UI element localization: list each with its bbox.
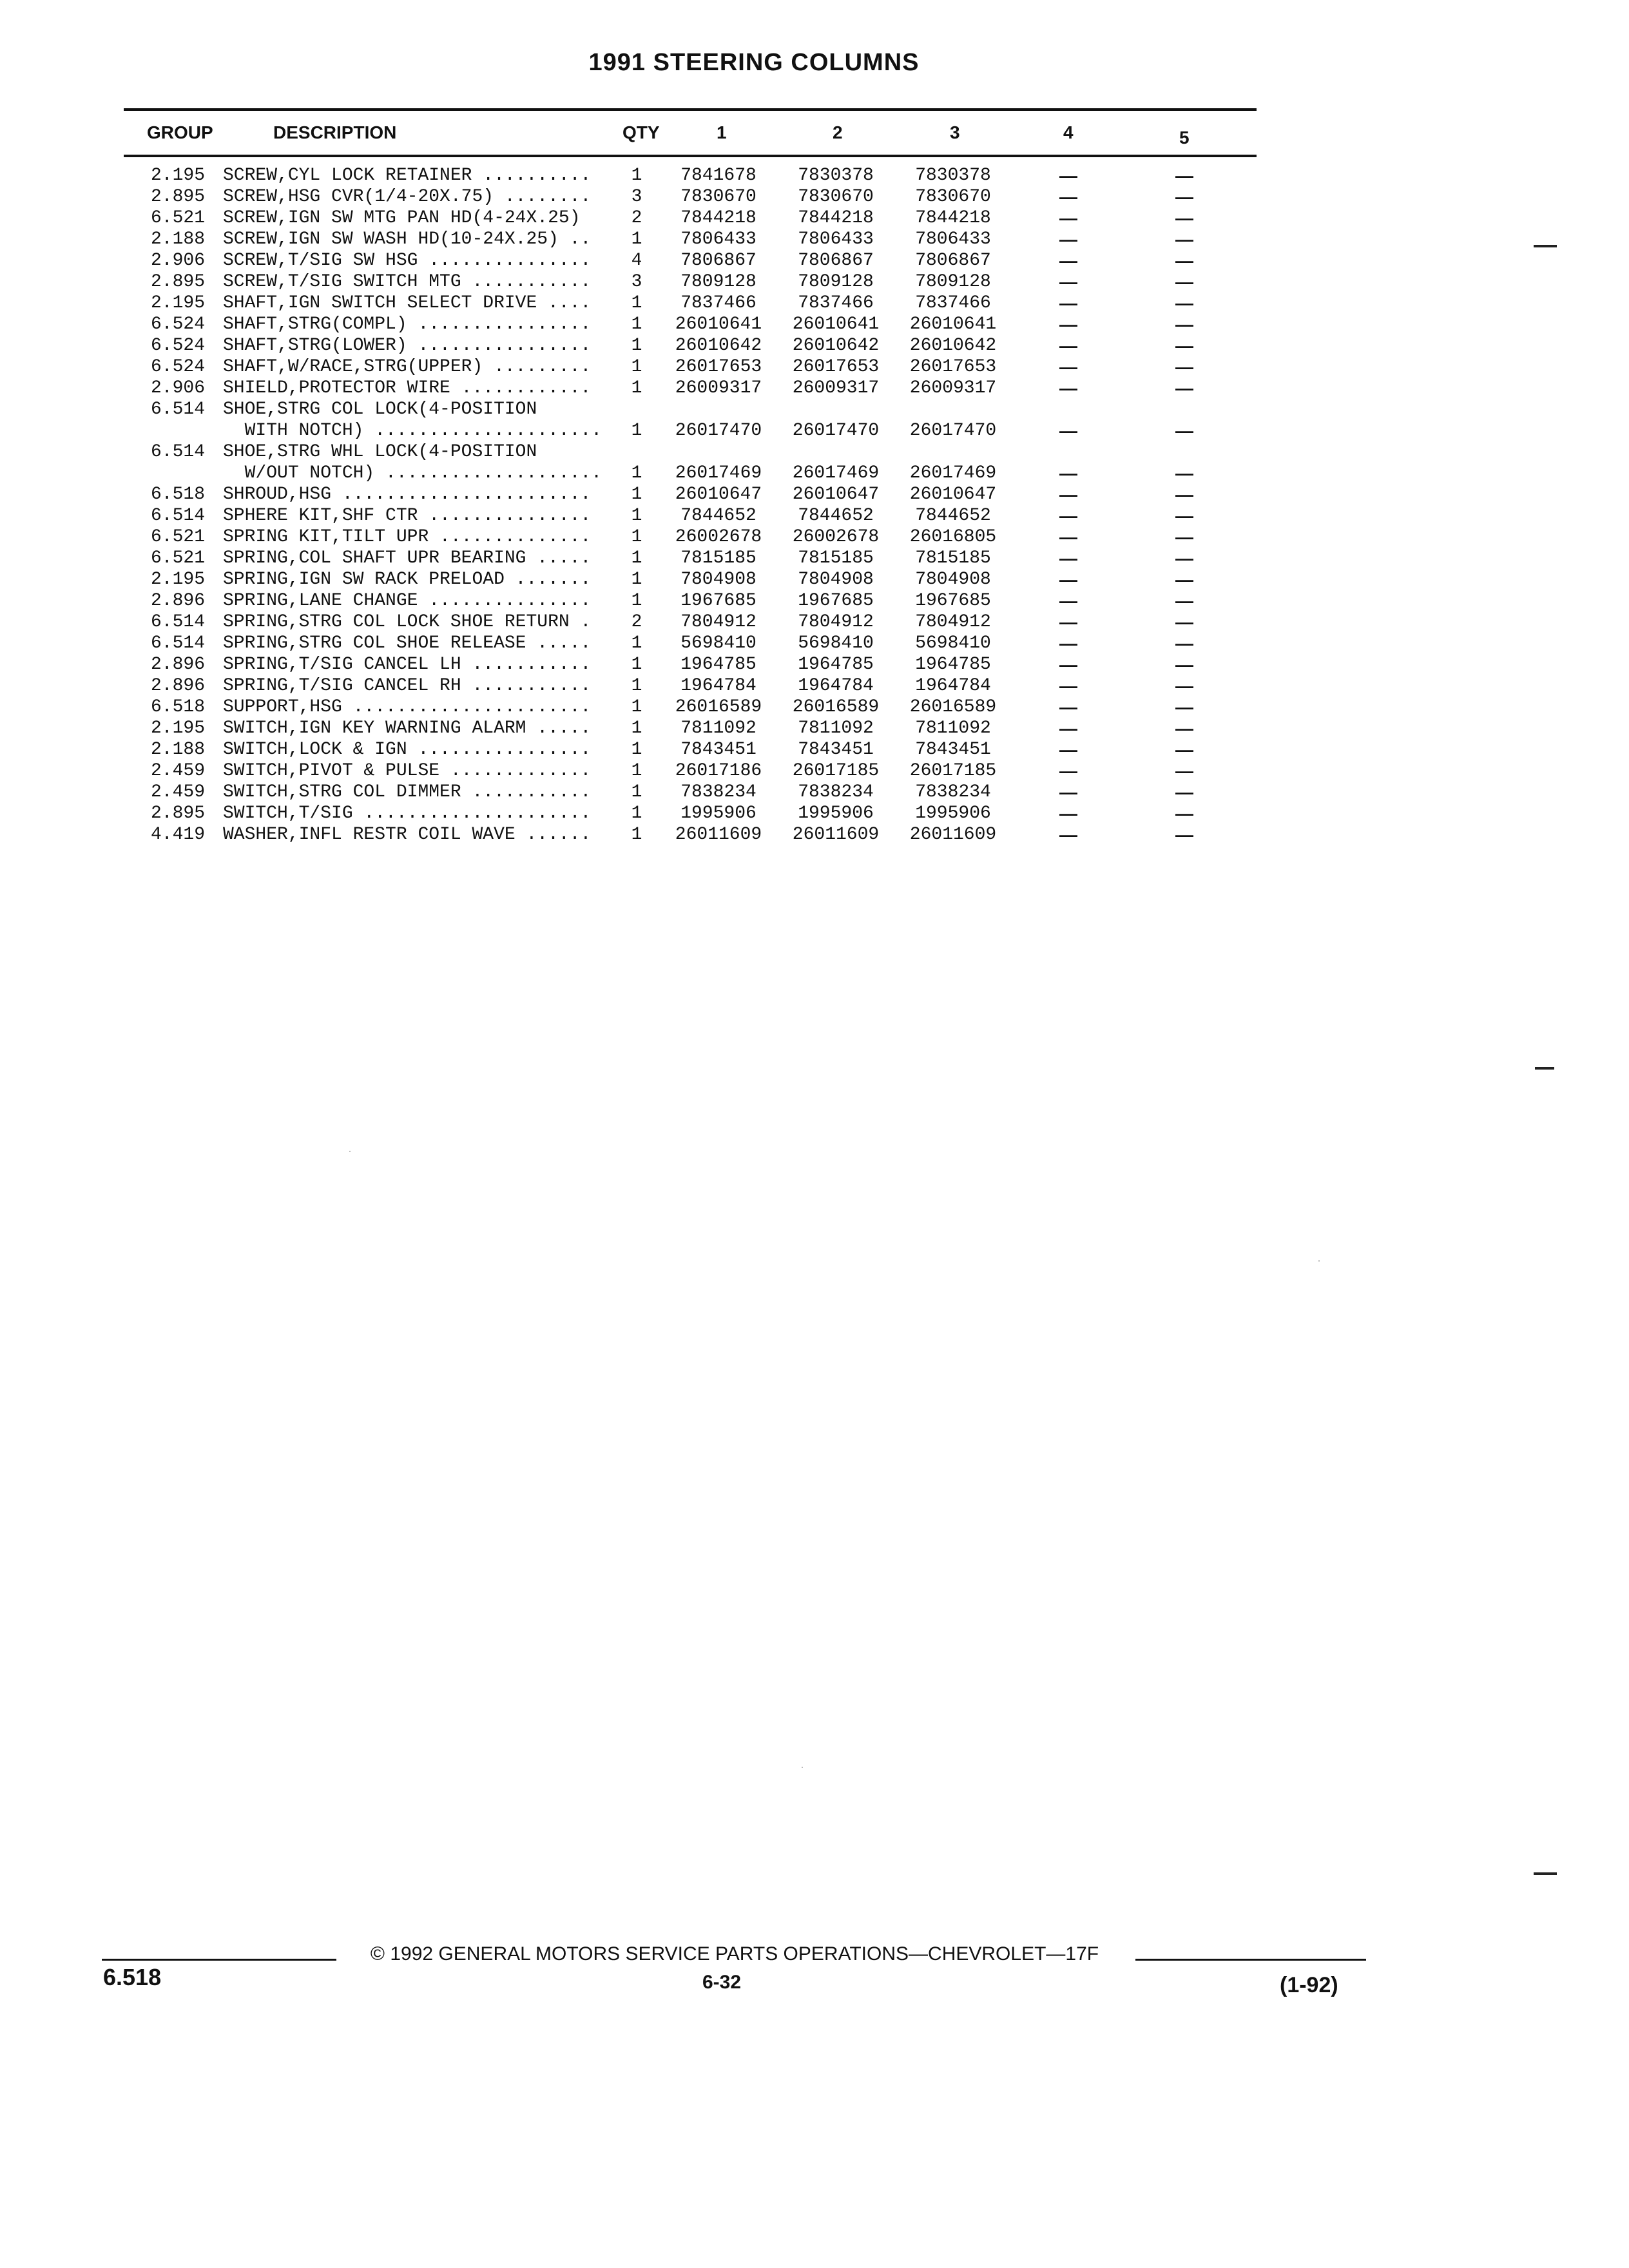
table-row [0, 378, 1629, 399]
row-description: SWITCH,T/SIG ..................... [223, 803, 592, 823]
row-part-5: — [1175, 421, 1193, 441]
row-qty: 2 [631, 612, 642, 632]
row-group: 6.521 [150, 208, 205, 228]
row-part-3: 26011609 [909, 825, 997, 845]
row-part-2: 7844652 [798, 506, 874, 526]
row-qty: 1 [631, 570, 642, 590]
row-qty: 1 [631, 314, 642, 334]
row-part-2: 7843451 [798, 740, 874, 760]
row-part-4: — [1059, 251, 1077, 271]
row-description: SPRING,COL SHAFT UPR BEARING ..... [223, 548, 592, 568]
row-qty: 1 [631, 527, 642, 547]
row-part-3: 7811092 [915, 718, 991, 738]
row-part-4: — [1059, 803, 1077, 823]
row-part-2: 1995906 [798, 803, 874, 823]
row-group: 2.896 [150, 676, 205, 696]
row-description: SHAFT,IGN SWITCH SELECT DRIVE .... [223, 293, 592, 313]
row-part-1: 7841678 [680, 166, 757, 186]
row-description: SPRING KIT,TILT UPR .............. [223, 527, 592, 547]
row-part-1: 7809128 [680, 272, 757, 292]
row-part-3: 26017653 [909, 357, 997, 377]
row-qty: 1 [631, 825, 642, 845]
row-part-2: 7844218 [798, 208, 874, 228]
row-qty: 1 [631, 485, 642, 505]
footer-section-code: 6.518 [103, 1964, 162, 1990]
row-part-3: 7809128 [915, 272, 991, 292]
table-row [0, 356, 1629, 378]
row-part-1: 7811092 [680, 718, 757, 738]
row-part-4: — [1059, 229, 1077, 249]
row-part-2: 1964784 [798, 676, 874, 696]
row-part-2: 1964785 [798, 655, 874, 675]
row-description: SPRING,T/SIG CANCEL RH ........... [223, 676, 592, 696]
row-group: 6.518 [150, 485, 205, 505]
row-part-2: 7804908 [798, 570, 874, 590]
row-part-1: 7806433 [680, 229, 757, 249]
row-part-1: 7843451 [680, 740, 757, 760]
row-part-5: — [1175, 357, 1193, 377]
row-part-3: 7815185 [915, 548, 991, 568]
row-part-1: 1995906 [680, 803, 757, 823]
row-part-1: 26002678 [675, 527, 762, 547]
row-part-4: — [1059, 740, 1077, 760]
row-part-4: — [1059, 655, 1077, 675]
row-part-5: — [1175, 314, 1193, 334]
row-qty: 1 [631, 357, 642, 377]
column-header-3: 3 [950, 122, 960, 142]
footer-rule-right [1135, 1959, 1366, 1961]
row-group: 6.514 [150, 633, 205, 653]
footer-page-number: 6-32 [702, 1972, 742, 1993]
row-part-5: — [1175, 378, 1193, 398]
row-part-4: — [1059, 485, 1077, 505]
row-description: SCREW,T/SIG SW HSG ............... [223, 251, 592, 271]
row-part-3: 7837466 [915, 293, 991, 313]
row-part-5: — [1175, 166, 1193, 186]
row-part-3: 7804908 [915, 570, 991, 590]
row-part-1: 26017653 [675, 357, 762, 377]
row-group: 6.514 [150, 442, 205, 462]
row-description: SCREW,T/SIG SWITCH MTG ........... [223, 272, 592, 292]
row-qty: 3 [631, 187, 642, 207]
row-part-5: — [1175, 612, 1193, 632]
row-part-5: — [1175, 485, 1193, 505]
table-row [0, 314, 1629, 335]
row-part-4: — [1059, 591, 1077, 611]
row-part-2: 26016589 [792, 697, 880, 717]
table-row [0, 165, 1629, 186]
row-description: SPRING,STRG COL LOCK SHOE RETURN . [223, 612, 592, 632]
row-qty: 1 [631, 718, 642, 738]
row-part-4: — [1059, 166, 1077, 186]
row-part-3: 1964785 [915, 655, 991, 675]
row-part-5: — [1175, 633, 1193, 653]
row-part-5: — [1175, 570, 1193, 590]
row-part-5: — [1175, 718, 1193, 738]
row-part-4: — [1059, 506, 1077, 526]
table-row [0, 250, 1629, 271]
table-row [0, 399, 1629, 420]
row-part-4: — [1059, 527, 1077, 547]
row-group: 2.188 [150, 740, 205, 760]
row-part-1: 26011609 [675, 825, 762, 845]
row-part-1: 1967685 [680, 591, 757, 611]
row-part-4: — [1059, 633, 1077, 653]
row-qty: 1 [631, 506, 642, 526]
row-part-1: 26017469 [675, 463, 762, 483]
row-part-4: — [1059, 421, 1077, 441]
table-row [0, 207, 1629, 229]
row-part-2: 26017469 [792, 463, 880, 483]
row-part-2: 26011609 [792, 825, 880, 845]
row-qty: 1 [631, 229, 642, 249]
row-group: 2.895 [150, 803, 205, 823]
footer-copyright: © 1992 GENERAL MOTORS SERVICE PARTS OPERATIONS—CHEVROLET—17F [370, 1943, 1099, 1965]
row-part-5: — [1175, 506, 1193, 526]
row-part-1: 7806867 [680, 251, 757, 271]
row-description: SHAFT,STRG(COMPL) ................ [223, 314, 592, 334]
page-title: 1991 STEERING COLUMNS [588, 49, 920, 76]
row-part-2: 7837466 [798, 293, 874, 313]
row-part-5: — [1175, 208, 1193, 228]
column-header-description: DESCRIPTION [273, 122, 397, 142]
footer-rule-left [102, 1959, 336, 1961]
row-part-4: — [1059, 697, 1077, 717]
row-part-1: 1964784 [680, 676, 757, 696]
scan-speck [349, 1151, 351, 1152]
row-part-3: 26010647 [909, 485, 997, 505]
row-part-3: 26010641 [909, 314, 997, 334]
row-part-1: 7815185 [680, 548, 757, 568]
row-part-1: 1964785 [680, 655, 757, 675]
row-description: WITH NOTCH) ..................... [223, 421, 602, 441]
table-row [0, 590, 1629, 611]
table-row [0, 463, 1629, 484]
row-description: SHOE,STRG WHL LOCK(4-POSITION [223, 442, 537, 462]
row-part-5: — [1175, 251, 1193, 271]
row-part-2: 7830670 [798, 187, 874, 207]
row-description: W/OUT NOTCH) .................... [223, 463, 602, 483]
row-group: 2.459 [150, 761, 205, 781]
row-part-2: 5698410 [798, 633, 874, 653]
row-group: 6.524 [150, 336, 205, 356]
row-part-4: — [1059, 548, 1077, 568]
row-part-5: — [1175, 591, 1193, 611]
row-part-5: — [1175, 803, 1193, 823]
row-part-2: 7809128 [798, 272, 874, 292]
row-part-3: 26016589 [909, 697, 997, 717]
table-row [0, 718, 1629, 739]
row-part-5: — [1175, 825, 1193, 845]
footer-revision-date: (1-92) [1280, 1973, 1338, 1997]
row-part-3: 7844652 [915, 506, 991, 526]
row-part-3: 1967685 [915, 591, 991, 611]
table-row [0, 229, 1629, 250]
row-part-3: 7843451 [915, 740, 991, 760]
table-row [0, 697, 1629, 718]
row-part-4: — [1059, 782, 1077, 802]
row-part-4: — [1059, 293, 1077, 313]
row-part-3: 5698410 [915, 633, 991, 653]
row-part-2: 26002678 [792, 527, 880, 547]
row-part-1: 26016589 [675, 697, 762, 717]
row-qty: 1 [631, 378, 642, 398]
row-part-5: — [1175, 740, 1193, 760]
row-part-3: 7830670 [915, 187, 991, 207]
row-group: 2.195 [150, 570, 205, 590]
row-part-1: 26010642 [675, 336, 762, 356]
row-group: 2.188 [150, 229, 205, 249]
row-description: SPRING,STRG COL SHOE RELEASE ..... [223, 633, 592, 653]
row-part-5: — [1175, 463, 1193, 483]
row-part-2: 7806867 [798, 251, 874, 271]
row-description: SWITCH,STRG COL DIMMER ........... [223, 782, 592, 802]
row-part-4: — [1059, 570, 1077, 590]
row-part-5: — [1175, 187, 1193, 207]
row-description: SPRING,LANE CHANGE ............... [223, 591, 592, 611]
row-description: WASHER,INFL RESTR COIL WAVE ...... [223, 825, 592, 845]
row-group: 6.518 [150, 697, 205, 717]
row-description: SCREW,IGN SW WASH HD(10-24X.25) .. [223, 229, 592, 249]
row-qty: 1 [631, 697, 642, 717]
table-row [0, 526, 1629, 548]
row-group: 2.896 [150, 655, 205, 675]
table-row [0, 441, 1629, 463]
row-qty: 1 [631, 463, 642, 483]
row-description: SPRING,IGN SW RACK PRELOAD ....... [223, 570, 592, 590]
row-group: 6.521 [150, 527, 205, 547]
row-part-5: — [1175, 527, 1193, 547]
scan-speck [802, 1767, 803, 1768]
row-part-2: 26010647 [792, 485, 880, 505]
row-part-5: — [1175, 272, 1193, 292]
row-part-2: 7838234 [798, 782, 874, 802]
column-header-qty: QTY [622, 122, 660, 142]
row-part-5: — [1175, 761, 1193, 781]
row-group: 6.514 [150, 612, 205, 632]
row-part-2: 7830378 [798, 166, 874, 186]
row-part-4: — [1059, 825, 1077, 845]
row-part-4: — [1059, 676, 1077, 696]
row-part-5: — [1175, 229, 1193, 249]
row-part-2: 7815185 [798, 548, 874, 568]
table-row [0, 548, 1629, 569]
row-qty: 1 [631, 166, 642, 186]
row-part-4: — [1059, 378, 1077, 398]
row-description: SCREW,IGN SW MTG PAN HD(4-24X.25) [223, 208, 581, 228]
row-part-1: 7804908 [680, 570, 757, 590]
row-part-3: 26009317 [909, 378, 997, 398]
row-description: SPRING,T/SIG CANCEL LH ........... [223, 655, 592, 675]
scan-mark [1535, 1067, 1554, 1070]
row-qty: 1 [631, 761, 642, 781]
row-qty: 1 [631, 548, 642, 568]
row-description: SWITCH,PIVOT & PULSE ............. [223, 761, 592, 781]
scan-mark [1534, 245, 1557, 247]
row-qty: 1 [631, 655, 642, 675]
table-row [0, 569, 1629, 590]
row-part-3: 7806867 [915, 251, 991, 271]
row-description: SPHERE KIT,SHF CTR ............... [223, 506, 592, 526]
column-header-group: GROUP [147, 122, 213, 142]
row-group: 6.514 [150, 506, 205, 526]
table-row [0, 505, 1629, 526]
row-qty: 3 [631, 272, 642, 292]
row-part-3: 7806433 [915, 229, 991, 249]
row-part-3: 1995906 [915, 803, 991, 823]
row-part-2: 26017185 [792, 761, 880, 781]
row-qty: 1 [631, 803, 642, 823]
column-header-4: 4 [1063, 122, 1074, 142]
header-top-rule [124, 108, 1257, 111]
row-part-5: — [1175, 548, 1193, 568]
scan-speck [1318, 1260, 1320, 1262]
row-part-4: — [1059, 357, 1077, 377]
header-bottom-rule [124, 155, 1257, 157]
row-qty: 2 [631, 208, 642, 228]
row-group: 6.524 [150, 314, 205, 334]
row-part-4: — [1059, 187, 1077, 207]
row-part-1: 7844218 [680, 208, 757, 228]
scan-mark [1534, 1872, 1557, 1875]
row-part-2: 26017653 [792, 357, 880, 377]
column-header-5: 5 [1179, 128, 1190, 148]
table-row [0, 803, 1629, 824]
row-part-1: 5698410 [680, 633, 757, 653]
row-description: SHROUD,HSG ....................... [223, 485, 592, 505]
row-part-3: 26010642 [909, 336, 997, 356]
row-part-5: — [1175, 336, 1193, 356]
row-qty: 1 [631, 676, 642, 696]
row-group: 6.514 [150, 399, 205, 419]
row-part-3: 26017185 [909, 761, 997, 781]
row-description: SHOE,STRG COL LOCK(4-POSITION [223, 399, 537, 419]
row-description: SUPPORT,HSG ...................... [223, 697, 592, 717]
row-part-1: 7830670 [680, 187, 757, 207]
table-row [0, 633, 1629, 654]
row-qty: 1 [631, 782, 642, 802]
table-row [0, 782, 1629, 803]
row-part-2: 26017470 [792, 421, 880, 441]
row-part-1: 26009317 [675, 378, 762, 398]
row-part-3: 26017470 [909, 421, 997, 441]
row-part-3: 7804912 [915, 612, 991, 632]
row-part-2: 26010641 [792, 314, 880, 334]
table-row [0, 760, 1629, 782]
row-part-4: — [1059, 463, 1077, 483]
table-row [0, 420, 1629, 441]
row-group: 6.524 [150, 357, 205, 377]
row-part-1: 7844652 [680, 506, 757, 526]
table-row [0, 824, 1629, 845]
row-qty: 1 [631, 591, 642, 611]
row-part-3: 26017469 [909, 463, 997, 483]
row-qty: 1 [631, 421, 642, 441]
row-part-1: 7837466 [680, 293, 757, 313]
row-part-3: 26016805 [909, 527, 997, 547]
row-part-1: 26017470 [675, 421, 762, 441]
table-row [0, 271, 1629, 293]
column-header-1: 1 [717, 122, 727, 142]
parts-table [0, 165, 1629, 845]
row-part-2: 26009317 [792, 378, 880, 398]
row-description: SCREW,CYL LOCK RETAINER .......... [223, 166, 592, 186]
row-group: 2.195 [150, 293, 205, 313]
row-group: 2.896 [150, 591, 205, 611]
table-row [0, 611, 1629, 633]
row-part-3: 7844218 [915, 208, 991, 228]
row-group: 2.195 [150, 718, 205, 738]
row-part-5: — [1175, 293, 1193, 313]
row-qty: 1 [631, 336, 642, 356]
row-part-4: — [1059, 208, 1077, 228]
table-row [0, 675, 1629, 697]
row-part-4: — [1059, 761, 1077, 781]
row-part-5: — [1175, 676, 1193, 696]
row-part-2: 1967685 [798, 591, 874, 611]
row-group: 2.906 [150, 378, 205, 398]
row-group: 2.895 [150, 272, 205, 292]
row-description: SHAFT,STRG(LOWER) ................ [223, 336, 592, 356]
row-part-5: — [1175, 655, 1193, 675]
row-part-4: — [1059, 612, 1077, 632]
table-row [0, 739, 1629, 760]
row-part-1: 26010647 [675, 485, 762, 505]
row-part-2: 7804912 [798, 612, 874, 632]
row-part-3: 1964784 [915, 676, 991, 696]
row-group: 2.459 [150, 782, 205, 802]
column-header-2: 2 [833, 122, 843, 142]
row-part-1: 26010641 [675, 314, 762, 334]
row-part-2: 26010642 [792, 336, 880, 356]
table-row [0, 484, 1629, 505]
row-part-2: 7806433 [798, 229, 874, 249]
table-row [0, 654, 1629, 675]
row-description: SHAFT,W/RACE,STRG(UPPER) ......... [223, 357, 592, 377]
row-part-5: — [1175, 782, 1193, 802]
row-group: 2.906 [150, 251, 205, 271]
row-part-4: — [1059, 314, 1077, 334]
row-part-1: 26017186 [675, 761, 762, 781]
table-row [0, 186, 1629, 207]
row-part-4: — [1059, 718, 1077, 738]
row-description: SWITCH,LOCK & IGN ................ [223, 740, 592, 760]
row-part-2: 7811092 [798, 718, 874, 738]
row-part-3: 7838234 [915, 782, 991, 802]
row-qty: 1 [631, 740, 642, 760]
row-part-4: — [1059, 272, 1077, 292]
row-group: 2.895 [150, 187, 205, 207]
table-row [0, 293, 1629, 314]
row-qty: 4 [631, 251, 642, 271]
row-part-1: 7804912 [680, 612, 757, 632]
row-part-5: — [1175, 697, 1193, 717]
row-qty: 1 [631, 633, 642, 653]
row-description: SHIELD,PROTECTOR WIRE ............ [223, 378, 592, 398]
row-group: 6.521 [150, 548, 205, 568]
row-description: SCREW,HSG CVR(1/4-20X.75) ........ [223, 187, 592, 207]
row-group: 2.195 [150, 166, 205, 186]
table-row [0, 335, 1629, 356]
row-part-1: 7838234 [680, 782, 757, 802]
row-description: SWITCH,IGN KEY WARNING ALARM ..... [223, 718, 592, 738]
row-group: 4.419 [150, 825, 205, 845]
row-qty: 1 [631, 293, 642, 313]
row-part-4: — [1059, 336, 1077, 356]
row-part-3: 7830378 [915, 166, 991, 186]
